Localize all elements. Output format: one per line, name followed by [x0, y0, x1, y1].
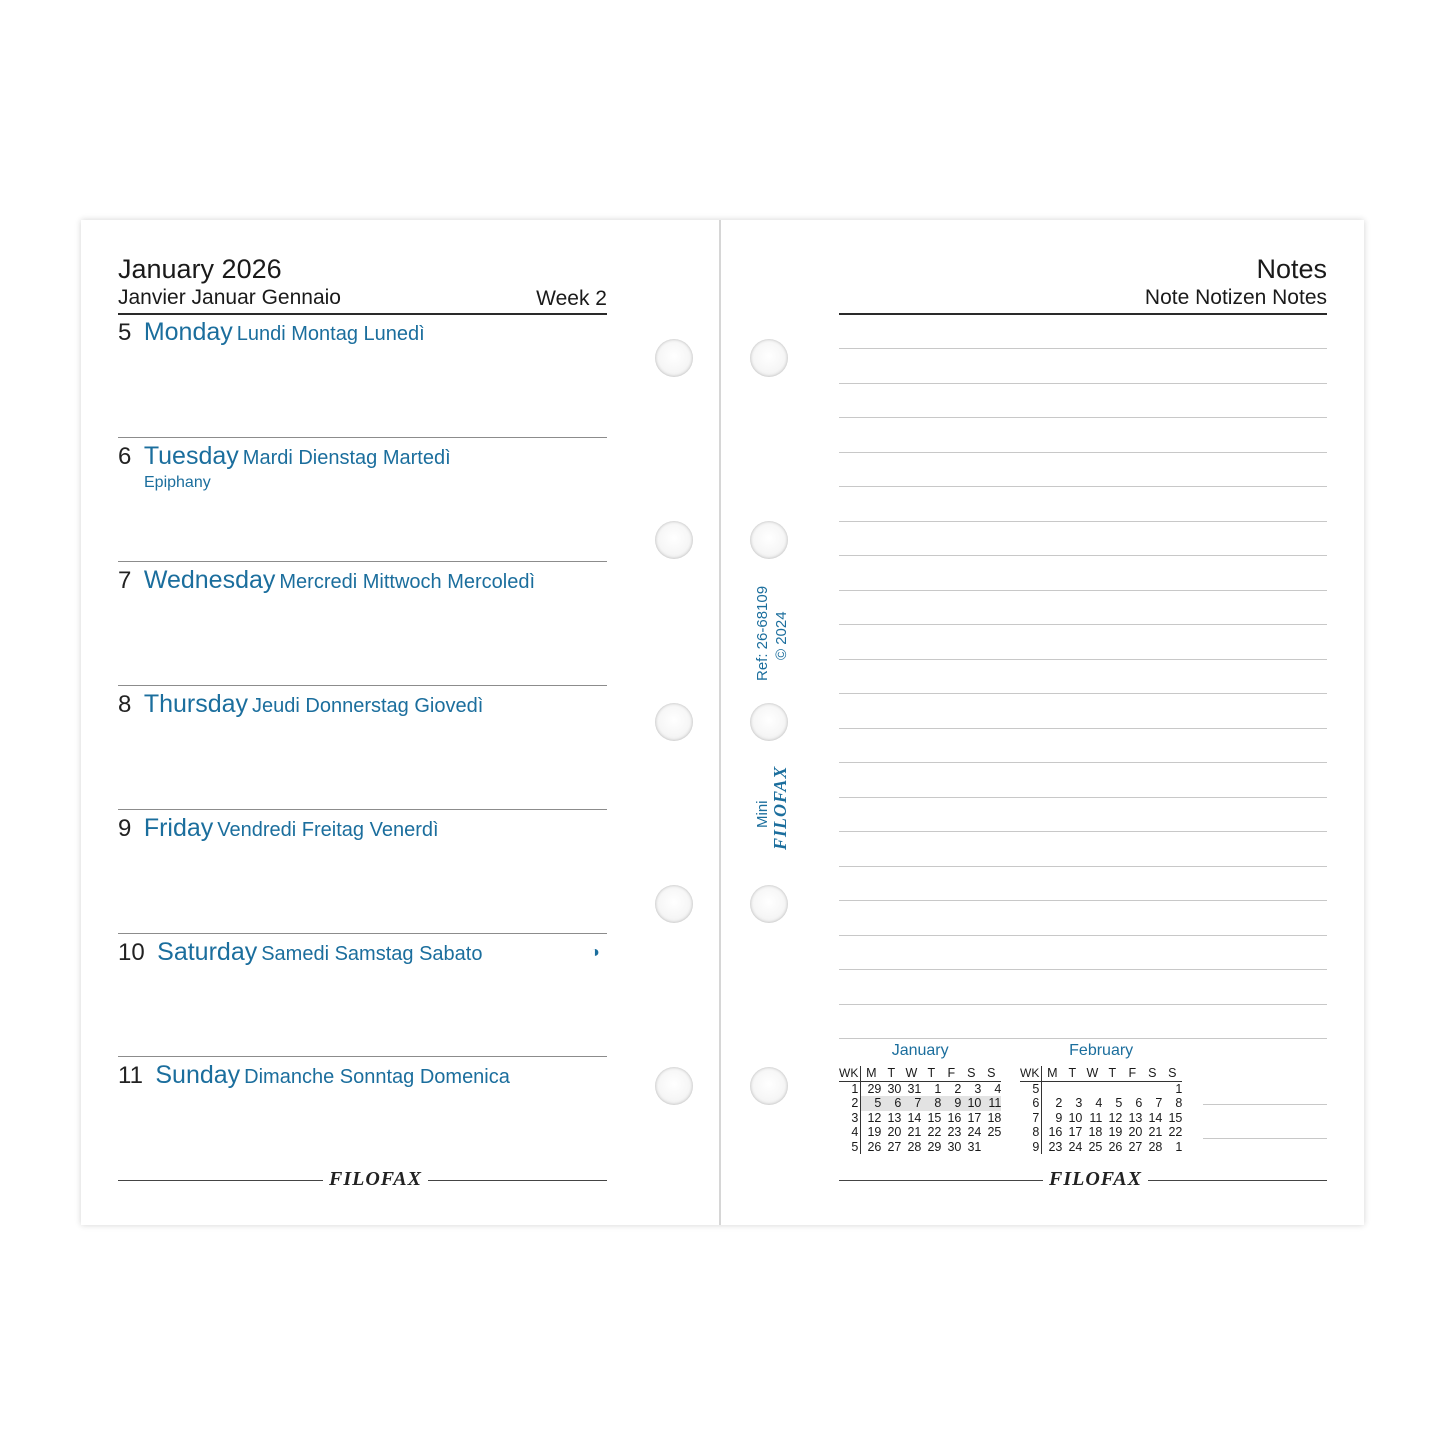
week-number: 5	[1020, 1081, 1042, 1096]
day-number: 7	[118, 567, 132, 594]
day-row-tuesday[interactable]	[118, 442, 451, 471]
notes-translations: Note Notizen Notes	[1144, 286, 1327, 309]
day-name: Saturday	[157, 938, 258, 966]
mini-calendar-day: 28	[1148, 1139, 1163, 1154]
mini-calendar-day: 22	[1168, 1125, 1183, 1139]
mini-calendar-day: 30	[887, 1081, 902, 1096]
mini-calendar-day: 3	[1075, 1096, 1083, 1110]
spine-logo: FILOFAX	[770, 765, 790, 850]
mini-calendar-grid	[839, 1066, 1001, 1154]
mini-calendar-day: 9	[941, 1096, 961, 1111]
day-name: Thursday	[143, 690, 249, 718]
weekday-header: F	[941, 1066, 961, 1081]
header-rule	[839, 313, 1327, 315]
mini-calendar-day: 11	[981, 1096, 1001, 1111]
mini-calendar-week-row	[839, 1096, 1001, 1111]
mini-calendar-day: 4	[994, 1081, 1002, 1096]
day-name: Wednesday	[143, 566, 276, 594]
week-number: 2	[839, 1096, 861, 1111]
mini-calendar-day: 25	[987, 1125, 1002, 1139]
week-number: 3	[839, 1111, 861, 1126]
day-name: Monday	[143, 318, 233, 346]
mini-calendar-week-row	[839, 1111, 1001, 1126]
mini-calendar-week-row	[1020, 1140, 1182, 1155]
mini-calendar-week-row	[839, 1125, 1001, 1140]
weekday-header: T	[1062, 1066, 1082, 1081]
mini-calendar-day: 20	[1128, 1125, 1143, 1139]
mini-calendar-day: 20	[887, 1125, 902, 1139]
note-line	[839, 1004, 1327, 1005]
mini-calendar-day: 22	[927, 1125, 942, 1139]
note-line	[839, 693, 1327, 694]
mini-calendar-week-row	[839, 1140, 1001, 1155]
note-line	[839, 383, 1327, 384]
ring-hole	[750, 339, 788, 377]
mini-calendar-day: 5	[861, 1096, 882, 1111]
weekday-header: M	[861, 1066, 882, 1081]
mini-calendar-day: 26	[867, 1139, 882, 1154]
mini-calendar-day: 23	[947, 1125, 962, 1139]
mini-calendar-day: 17	[1068, 1125, 1083, 1139]
day-translations: Mercredi Mittwoch Mercoledì	[279, 571, 536, 593]
day-translations: Lundi Montag Lunedì	[236, 323, 425, 345]
day-number: 11	[118, 1062, 143, 1089]
month-translations: Janvier Januar Gennaio	[118, 286, 341, 309]
moon-phase-icon: ◑	[590, 944, 600, 961]
note-line	[839, 900, 1327, 901]
mini-calendar-day: 12	[1108, 1110, 1123, 1125]
day-name: Friday	[143, 814, 214, 842]
mini-calendar-day: 6	[1135, 1096, 1143, 1110]
copyright-year: © 2024	[773, 611, 790, 660]
weekday-header: W	[1082, 1066, 1102, 1081]
mini-calendar-week-row	[1020, 1125, 1182, 1140]
mini-calendar-day: 6	[881, 1096, 901, 1111]
mini-calendar-week-row	[1020, 1081, 1182, 1096]
mini-calendar-day: 27	[887, 1139, 902, 1154]
day-row-friday[interactable]	[118, 814, 439, 843]
mini-calendar-day: 29	[867, 1081, 882, 1096]
weekday-header: S	[1162, 1066, 1182, 1081]
day-number: 5	[118, 319, 132, 346]
day-divider	[118, 1056, 607, 1057]
notes-title: Notes	[1256, 254, 1327, 284]
week-column-header: WK	[839, 1066, 861, 1081]
mini-calendar-day: 29	[927, 1139, 942, 1154]
note-line	[839, 348, 1327, 349]
week-number: 7	[1020, 1111, 1042, 1126]
mini-calendar-day: 16	[1048, 1125, 1063, 1139]
mini-calendar-day: 24	[967, 1125, 982, 1139]
mini-calendar-day: 31	[967, 1139, 982, 1154]
mini-calendar-day: 1	[1175, 1081, 1183, 1096]
size-label: Mini	[754, 800, 771, 828]
note-line	[839, 728, 1327, 729]
ring-hole	[655, 339, 693, 377]
mini-calendar-day: 8	[1175, 1096, 1183, 1110]
day-divider	[118, 685, 607, 686]
note-line	[839, 555, 1327, 556]
mini-calendar-day	[1062, 1081, 1082, 1096]
ring-hole	[655, 521, 693, 559]
day-row-thursday[interactable]	[118, 690, 483, 719]
weekday-header: T	[921, 1066, 941, 1081]
day-number: 8	[118, 691, 132, 718]
weekday-header: M	[1042, 1066, 1063, 1081]
day-translations: Vendredi Freitag Venerdì	[217, 819, 439, 841]
weekday-header: S	[981, 1066, 1001, 1081]
mini-calendar-day: 16	[947, 1110, 962, 1125]
mini-calendar-title: February	[1069, 1042, 1134, 1059]
week-number: 8	[1020, 1125, 1042, 1140]
mini-calendar-day: 10	[1068, 1110, 1083, 1125]
mini-calendar-day: 2	[1055, 1096, 1063, 1110]
mini-calendar-day: 27	[1128, 1139, 1143, 1154]
weekday-header: S	[961, 1066, 981, 1081]
mini-calendar-day	[1102, 1081, 1122, 1096]
filofax-logo: FILOFAX	[323, 1168, 428, 1191]
mini-calendar-day: 21	[1148, 1125, 1163, 1139]
mini-calendar-day: 19	[1108, 1125, 1123, 1139]
day-number: 10	[118, 939, 145, 966]
ring-hole	[655, 885, 693, 923]
mini-calendar-day: 10	[961, 1096, 981, 1111]
day-name: Sunday	[155, 1061, 241, 1089]
note-line	[839, 831, 1327, 832]
mini-calendar-week-row	[839, 1081, 1001, 1096]
mini-calendar-february	[1020, 1042, 1182, 1154]
note-line-short	[1203, 1138, 1327, 1139]
header-rule	[118, 313, 607, 315]
mini-calendar-day: 30	[947, 1139, 962, 1154]
day-translations: Jeudi Donnerstag Giovedì	[252, 695, 484, 717]
mini-calendar-day	[1122, 1081, 1142, 1096]
week-column-header: WK	[1020, 1066, 1042, 1081]
mini-calendar-grid	[1020, 1066, 1182, 1154]
day-number: 6	[118, 443, 132, 470]
note-line	[839, 1038, 1327, 1039]
week-label: Week 2	[536, 287, 607, 310]
mini-calendar-day: 13	[887, 1110, 902, 1125]
mini-calendar-day: 1	[1175, 1139, 1183, 1154]
weekday-header: F	[1122, 1066, 1142, 1081]
mini-calendar-title: January	[891, 1042, 949, 1059]
mini-calendar-day	[1042, 1081, 1063, 1096]
day-translations: Dimanche Sonntag Domenica	[244, 1066, 510, 1088]
mini-calendar-header	[1020, 1066, 1182, 1081]
note-line	[839, 417, 1327, 418]
mini-calendar-day: 17	[967, 1110, 982, 1125]
ring-hole	[655, 703, 693, 741]
mini-calendar-day	[1142, 1081, 1162, 1096]
ring-hole	[655, 1067, 693, 1105]
note-line	[839, 762, 1327, 763]
mini-calendar-day: 1	[934, 1081, 942, 1096]
month-title: January 2026	[118, 254, 282, 284]
day-divider	[118, 437, 607, 438]
mini-calendar-day: 31	[907, 1081, 922, 1096]
mini-calendar-day: 15	[1168, 1110, 1183, 1125]
day-row-monday[interactable]	[118, 318, 425, 347]
ring-hole	[750, 703, 788, 741]
note-line	[839, 797, 1327, 798]
day-translations: Mardi Dienstag Martedì	[242, 447, 451, 469]
week-number: 9	[1020, 1140, 1042, 1155]
note-line	[839, 486, 1327, 487]
week-number: 5	[839, 1140, 861, 1155]
day-divider	[118, 809, 607, 810]
note-line	[839, 866, 1327, 867]
mini-calendar-day: 25	[1088, 1139, 1103, 1154]
mini-calendar-day: 18	[987, 1110, 1002, 1125]
weekday-header: T	[1102, 1066, 1122, 1081]
day-row-saturday[interactable]	[118, 938, 482, 967]
note-line	[839, 521, 1327, 522]
week-number: 6	[1020, 1096, 1042, 1111]
day-number: 9	[118, 815, 132, 842]
mini-calendar-day: 7	[1155, 1096, 1163, 1110]
mini-calendar-week-row	[1020, 1096, 1182, 1111]
filofax-logo: FILOFAX	[1043, 1168, 1148, 1191]
mini-calendar-day: 12	[867, 1110, 882, 1125]
mini-calendar-day: 18	[1088, 1125, 1103, 1139]
mini-calendar-day: 24	[1068, 1139, 1083, 1154]
mini-calendar-day: 3	[974, 1081, 982, 1096]
weekday-header: T	[881, 1066, 901, 1081]
mini-calendar-day	[1082, 1081, 1102, 1096]
day-name: Tuesday	[143, 442, 239, 470]
mini-calendar-day: 14	[1148, 1110, 1163, 1125]
spine-fold	[719, 220, 721, 1225]
mini-calendar-day: 15	[927, 1110, 942, 1125]
ring-hole	[750, 521, 788, 559]
mini-calendar-day: 9	[1055, 1110, 1063, 1125]
holiday-label: Epiphany	[144, 474, 211, 491]
mini-calendar-day: 21	[907, 1125, 922, 1139]
mini-calendar-day	[981, 1140, 1001, 1155]
mini-calendar-day: 11	[1089, 1110, 1103, 1125]
note-line	[839, 452, 1327, 453]
ring-hole	[750, 1067, 788, 1105]
day-row-sunday[interactable]	[118, 1061, 510, 1090]
note-line	[839, 659, 1327, 660]
weekday-header: W	[901, 1066, 921, 1081]
note-line-short	[1203, 1104, 1327, 1105]
mini-calendar-day: 23	[1048, 1139, 1063, 1154]
mini-calendar-day: 4	[1095, 1096, 1103, 1110]
reference-number: Ref: 26-68109	[754, 585, 771, 681]
mini-calendar-day: 8	[921, 1096, 941, 1111]
day-row-wednesday[interactable]	[118, 566, 535, 595]
weekday-header: S	[1142, 1066, 1162, 1081]
mini-calendar-day: 2	[954, 1081, 962, 1096]
week-number: 4	[839, 1125, 861, 1140]
day-divider	[118, 933, 607, 934]
week-number: 1	[839, 1081, 861, 1096]
mini-calendar-january	[839, 1042, 1001, 1154]
mini-calendar-week-row	[1020, 1111, 1182, 1126]
mini-calendar-day: 13	[1128, 1110, 1143, 1125]
mini-calendar-day: 5	[1115, 1096, 1123, 1110]
mini-calendar-day: 7	[901, 1096, 921, 1111]
note-line	[839, 590, 1327, 591]
mini-calendar-day: 26	[1108, 1139, 1123, 1154]
day-divider	[118, 561, 607, 562]
note-line	[839, 624, 1327, 625]
mini-calendar-header	[839, 1066, 1001, 1081]
day-translations: Samedi Samstag Sabato	[261, 943, 483, 965]
mini-calendar-day: 28	[907, 1139, 922, 1154]
mini-calendar-day: 19	[867, 1125, 882, 1139]
note-line	[839, 935, 1327, 936]
mini-calendar-day: 14	[907, 1110, 922, 1125]
ring-hole	[750, 885, 788, 923]
note-line	[839, 969, 1327, 970]
